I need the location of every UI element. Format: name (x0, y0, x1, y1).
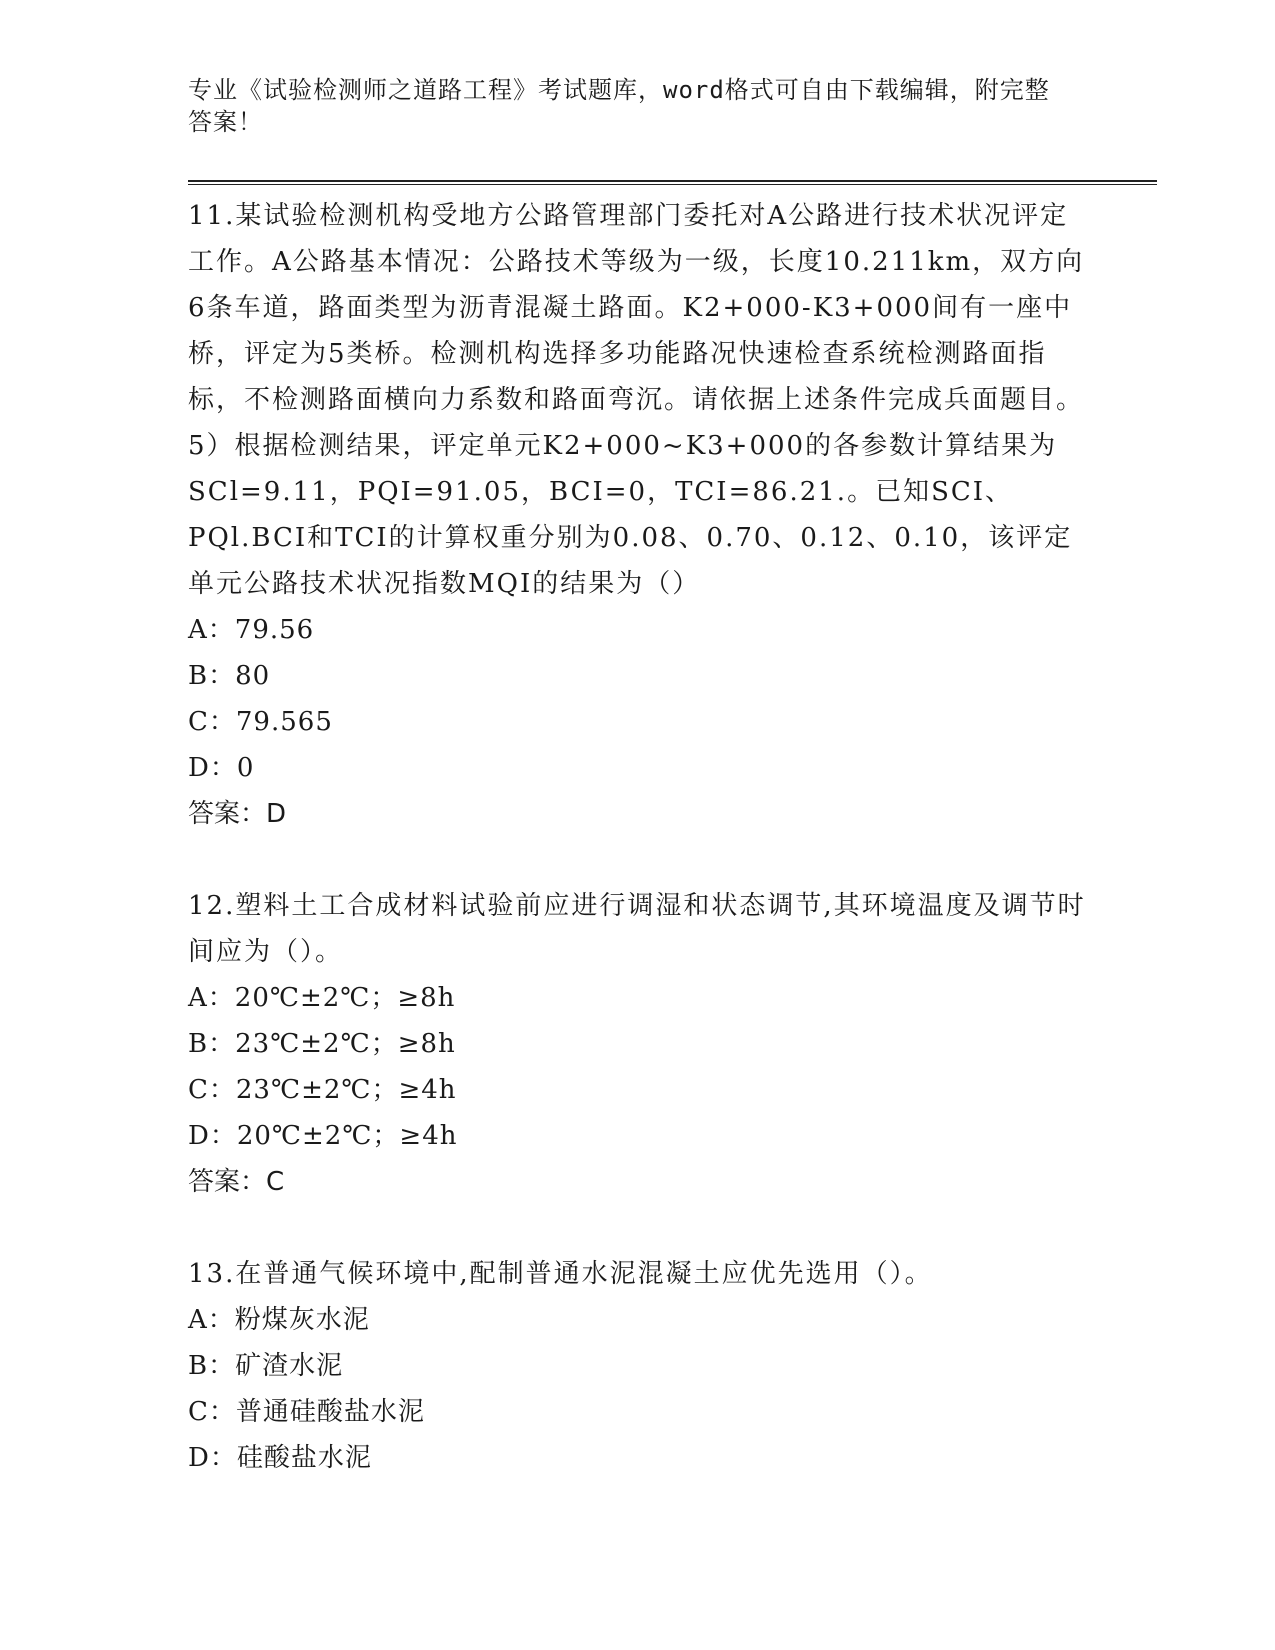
option-d: D：0 (188, 753, 255, 783)
question-11 (188, 193, 1088, 837)
option-a: A：20℃±2℃；≥8h (188, 983, 456, 1013)
spacer (188, 837, 1088, 883)
option-d: D：20℃±2℃；≥4h (188, 1121, 458, 1151)
option-b: B：矿渣水泥 (188, 1351, 344, 1381)
question-text: 12.塑料土工合成材料试验前应进行调湿和状态调节,其环境温度及调节时间应为（）。 (188, 891, 1086, 967)
question-text: 13.在普通气候环境中,配制普通水泥混凝土应优先选用（）。 (188, 1259, 933, 1289)
spacer (188, 1205, 1088, 1251)
option-a: A：粉煤灰水泥 (188, 1305, 370, 1335)
answer: 答案：C (188, 1167, 285, 1197)
header-rule-thin (188, 184, 1157, 185)
option-a: A：79.56 (188, 615, 315, 645)
option-c: C：79.565 (188, 707, 333, 737)
header-rule-thick (188, 180, 1157, 182)
option-b: B：23℃±2℃；≥8h (188, 1029, 456, 1059)
answer: 答案：D (188, 799, 287, 829)
question-text: 11.某试验检测机构受地方公路管理部门委托对A公路进行技术状况评定工作。A公路基本情况：公路技术等级为一级，长度10.211km，双方向6条车道，路面类型为沥青混凝土路面。K2+000-K3+000间有一座中桥，评定为5类桥。检测机构选择多功能路况快速检查系统检测路面指标，不检测路面横向力系数和路面弯沉。请依据上述条件完成兵面题目。5）根据检测结果，评定单元K2+000~K3+000的各参数计算结果为SCl=9.11，PQI=91.05，BCI=0，TCI=86.21.。已知SCI、PQl.BCI和TCI的计算权重分别为0.08、0.70、0.12、0.10，该评定单元公路技术状况指数MQI的结果为（） (188, 201, 1085, 599)
question-12 (188, 883, 1088, 1205)
option-d: D：硅酸盐水泥 (188, 1443, 372, 1473)
option-b: B：80 (188, 661, 271, 691)
option-c: C：23℃±2℃；≥4h (188, 1075, 457, 1105)
question-list (188, 193, 1088, 1481)
question-13 (188, 1251, 1088, 1481)
option-c: C：普通硅酸盐水泥 (188, 1397, 425, 1427)
document-header: 专业《试验检测师之道路工程》考试题库，word格式可自由下载编辑，附完整答案！ (188, 76, 1050, 136)
